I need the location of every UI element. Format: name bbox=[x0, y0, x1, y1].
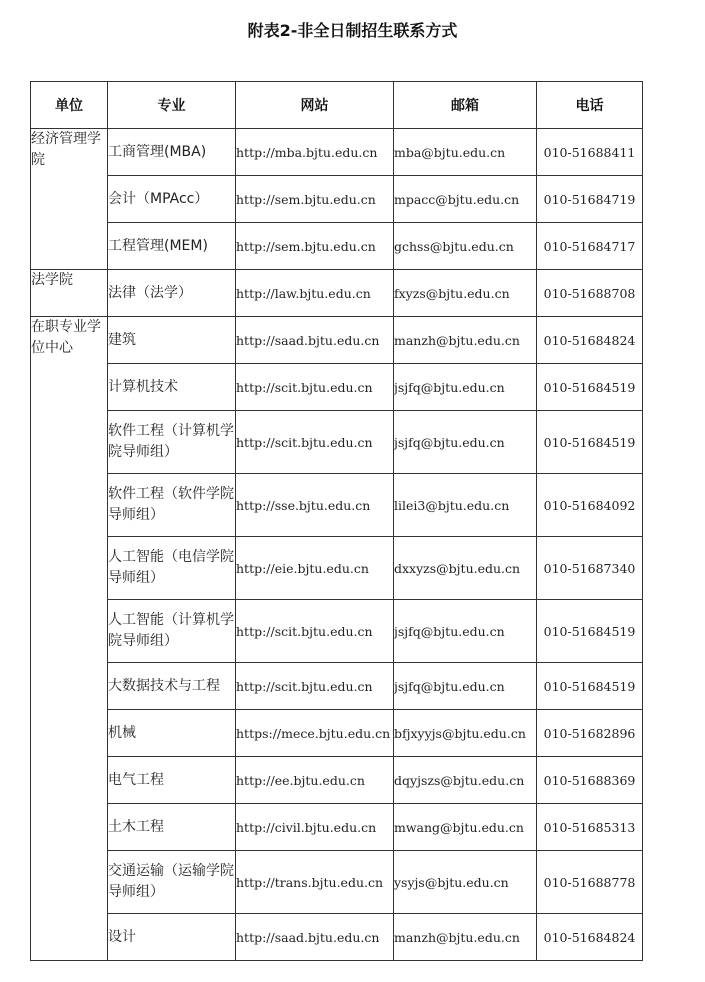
website-link[interactable]: http://law.bjtu.edu.cn bbox=[236, 270, 394, 317]
major-cell: 机械 bbox=[108, 710, 236, 757]
website-link[interactable]: http://scit.bjtu.edu.cn bbox=[236, 411, 394, 474]
table-row bbox=[31, 600, 643, 663]
phone-cell: 010-51684824 bbox=[537, 317, 643, 364]
website-link[interactable]: https://mece.bjtu.edu.cn bbox=[236, 710, 394, 757]
table-row bbox=[31, 851, 643, 914]
major-cell: 设计 bbox=[108, 914, 236, 961]
website-link[interactable]: http://civil.bjtu.edu.cn bbox=[236, 804, 394, 851]
email-link[interactable]: lilei3@bjtu.edu.cn bbox=[394, 474, 537, 537]
major-cell: 工程管理(MEM) bbox=[108, 223, 236, 270]
major-cell: 工商管理(MBA) bbox=[108, 129, 236, 176]
phone-cell: 010-51682896 bbox=[537, 710, 643, 757]
table-row bbox=[31, 914, 643, 961]
major-cell: 建筑 bbox=[108, 317, 236, 364]
phone-cell: 010-51684719 bbox=[537, 176, 643, 223]
phone-cell: 010-51684824 bbox=[537, 914, 643, 961]
table-row bbox=[31, 364, 643, 411]
table-body bbox=[31, 129, 643, 961]
email-link[interactable]: fxyzs@bjtu.edu.cn bbox=[394, 270, 537, 317]
major-cell: 软件工程（计算机学院导师组） bbox=[108, 411, 236, 474]
major-cell: 法律（法学） bbox=[108, 270, 236, 317]
header-website: 网站 bbox=[236, 82, 394, 129]
email-link[interactable]: dqyjszs@bjtu.edu.cn bbox=[394, 757, 537, 804]
website-link[interactable]: http://mba.bjtu.edu.cn bbox=[236, 129, 394, 176]
email-link[interactable]: jsjfq@bjtu.edu.cn bbox=[394, 364, 537, 411]
unit-cell: 在职专业学位中心 bbox=[31, 317, 108, 961]
table-row bbox=[31, 317, 643, 364]
phone-cell: 010-51688411 bbox=[537, 129, 643, 176]
website-link[interactable]: http://scit.bjtu.edu.cn bbox=[236, 600, 394, 663]
email-link[interactable]: jsjfq@bjtu.edu.cn bbox=[394, 411, 537, 474]
phone-cell: 010-51684519 bbox=[537, 663, 643, 710]
email-link[interactable]: jsjfq@bjtu.edu.cn bbox=[394, 663, 537, 710]
phone-cell: 010-51685313 bbox=[537, 804, 643, 851]
table-row bbox=[31, 757, 643, 804]
email-link[interactable]: mwang@bjtu.edu.cn bbox=[394, 804, 537, 851]
header-phone: 电话 bbox=[537, 82, 643, 129]
major-cell: 人工智能（计算机学院导师组） bbox=[108, 600, 236, 663]
website-link[interactable]: http://sse.bjtu.edu.cn bbox=[236, 474, 394, 537]
major-cell: 大数据技术与工程 bbox=[108, 663, 236, 710]
table-row bbox=[31, 129, 643, 176]
table-row bbox=[31, 804, 643, 851]
table-row bbox=[31, 411, 643, 474]
email-link[interactable]: manzh@bjtu.edu.cn bbox=[394, 914, 537, 961]
email-link[interactable]: jsjfq@bjtu.edu.cn bbox=[394, 600, 537, 663]
email-link[interactable]: ysyjs@bjtu.edu.cn bbox=[394, 851, 537, 914]
table-header bbox=[31, 82, 643, 129]
contact-table bbox=[30, 81, 643, 961]
website-link[interactable]: http://scit.bjtu.edu.cn bbox=[236, 364, 394, 411]
table-row bbox=[31, 710, 643, 757]
website-link[interactable]: http://eie.bjtu.edu.cn bbox=[236, 537, 394, 600]
major-cell: 交通运输（运输学院导师组） bbox=[108, 851, 236, 914]
website-link[interactable]: http://sem.bjtu.edu.cn bbox=[236, 176, 394, 223]
table-row bbox=[31, 474, 643, 537]
major-cell: 计算机技术 bbox=[108, 364, 236, 411]
email-link[interactable]: dxxyzs@bjtu.edu.cn bbox=[394, 537, 537, 600]
phone-cell: 010-51684092 bbox=[537, 474, 643, 537]
major-cell: 电气工程 bbox=[108, 757, 236, 804]
website-link[interactable]: http://saad.bjtu.edu.cn bbox=[236, 914, 394, 961]
website-link[interactable]: http://scit.bjtu.edu.cn bbox=[236, 663, 394, 710]
email-link[interactable]: mba@bjtu.edu.cn bbox=[394, 129, 537, 176]
table-row bbox=[31, 270, 643, 317]
phone-cell: 010-51688369 bbox=[537, 757, 643, 804]
phone-cell: 010-51688778 bbox=[537, 851, 643, 914]
phone-cell: 010-51684519 bbox=[537, 364, 643, 411]
header-email: 邮箱 bbox=[394, 82, 537, 129]
email-link[interactable]: gchss@bjtu.edu.cn bbox=[394, 223, 537, 270]
email-link[interactable]: bfjxyyjs@bjtu.edu.cn bbox=[394, 710, 537, 757]
unit-cell: 法学院 bbox=[31, 270, 108, 317]
email-link[interactable]: mpacc@bjtu.edu.cn bbox=[394, 176, 537, 223]
table-row bbox=[31, 537, 643, 600]
major-cell: 会计（MPAcc） bbox=[108, 176, 236, 223]
major-cell: 人工智能（电信学院导师组） bbox=[108, 537, 236, 600]
website-link[interactable]: http://trans.bjtu.edu.cn bbox=[236, 851, 394, 914]
email-link[interactable]: manzh@bjtu.edu.cn bbox=[394, 317, 537, 364]
website-link[interactable]: http://sem.bjtu.edu.cn bbox=[236, 223, 394, 270]
header-major: 专业 bbox=[108, 82, 236, 129]
table-row bbox=[31, 223, 643, 270]
header-unit: 单位 bbox=[31, 82, 108, 129]
page-title: 附表2-非全日制招生联系方式 bbox=[247, 21, 458, 40]
website-link[interactable]: http://saad.bjtu.edu.cn bbox=[236, 317, 394, 364]
unit-cell: 经济管理学院 bbox=[31, 129, 108, 270]
phone-cell: 010-51684717 bbox=[537, 223, 643, 270]
phone-cell: 010-51684519 bbox=[537, 411, 643, 474]
phone-cell: 010-51688708 bbox=[537, 270, 643, 317]
major-cell: 土木工程 bbox=[108, 804, 236, 851]
header-row bbox=[31, 82, 643, 129]
website-link[interactable]: http://ee.bjtu.edu.cn bbox=[236, 757, 394, 804]
major-cell: 软件工程（软件学院导师组） bbox=[108, 474, 236, 537]
table-row bbox=[31, 176, 643, 223]
phone-cell: 010-51687340 bbox=[537, 537, 643, 600]
phone-cell: 010-51684519 bbox=[537, 600, 643, 663]
table-row bbox=[31, 663, 643, 710]
